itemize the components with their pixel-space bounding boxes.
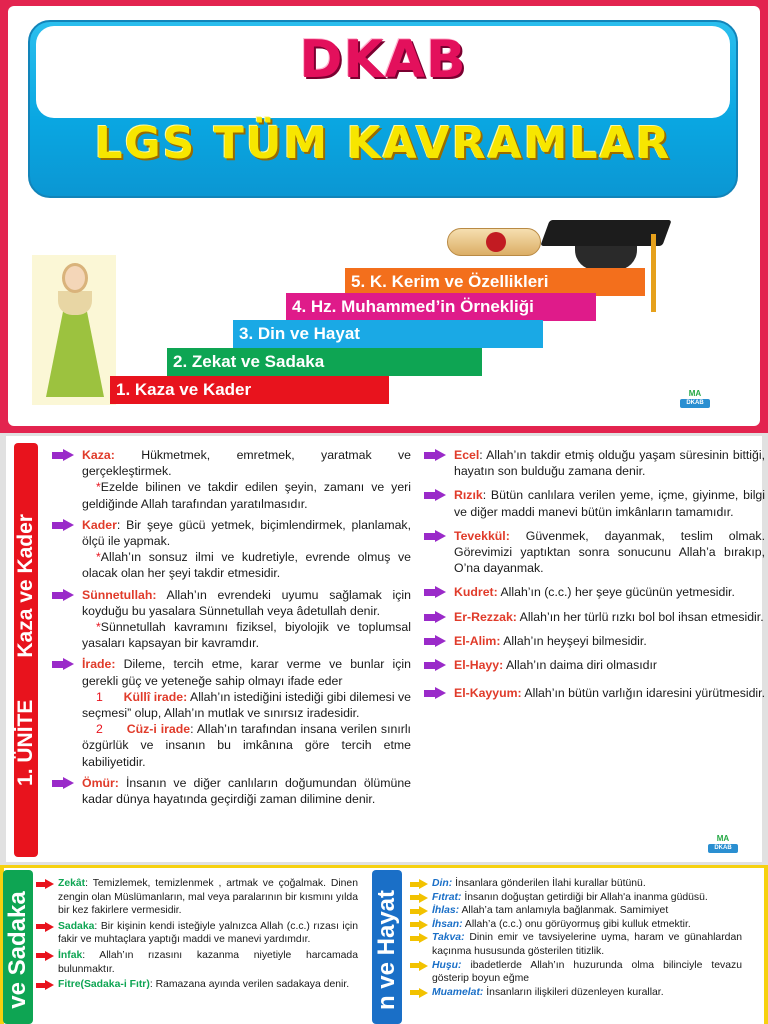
concept-muamelat — [410, 986, 742, 1000]
concept-definition: : Bütün canlılara verilen yeme, içme, giyinme, bilgi ve diğer maddi manevi bütün imkânların tamamıdır. — [454, 488, 765, 519]
concept-takva — [410, 931, 742, 958]
concept-fitrat — [410, 891, 742, 905]
concept-el-kayyum — [424, 685, 765, 701]
concept-omur — [52, 775, 411, 807]
red-arrow-icon — [36, 922, 54, 932]
purple-arrow-icon — [424, 635, 446, 648]
concept-term: Din: — [432, 878, 453, 889]
ma-dkab-logo — [678, 388, 712, 410]
concept-term: El-Kayyum: — [454, 686, 522, 701]
unit3-column — [410, 877, 742, 999]
logo-bottom-text: DKAB — [708, 844, 738, 853]
list-number: 2 — [96, 722, 103, 737]
concept-term: İhlas: — [432, 905, 460, 917]
concept-zekat — [36, 877, 358, 918]
concept-definition: İnsanlara gönderilen İlahi kurallar bütünü. — [452, 878, 646, 889]
concept-sadaka — [36, 920, 358, 947]
concept-term: Fıtrat: — [432, 891, 462, 903]
concept-term: Sadaka — [58, 920, 95, 932]
concept-term: Kader — [82, 517, 117, 532]
yellow-arrow-icon — [410, 961, 428, 971]
list-number: 1 — [96, 689, 103, 704]
concept-note: Ezelde bilinen ve takdir edilen şeyin, zamanı ve yeri geldiğinde Allah tarafından yaratılmasıdır. — [82, 480, 411, 511]
red-arrow-icon — [36, 879, 54, 889]
concept-definition: Allah’ın (c.c.) her şeye gücünün yetmesidir. — [497, 585, 735, 600]
purple-arrow-icon — [424, 489, 446, 502]
note-star: * — [96, 620, 101, 635]
concept-definition: İnsanın ve diğer canlıların doğumundan ölümüne kadar dünya hayatında geçirdiği zaman dilimine denir. — [82, 775, 411, 807]
concept-term: El-Hayy: — [454, 658, 504, 673]
concept-definition: Allah’ın daima diri olmasıdır — [503, 658, 657, 673]
unit-step-4[interactable]: 4. Hz. Muhammed’in Örnekliği — [286, 293, 596, 321]
concept-term: Huşu: — [432, 959, 462, 971]
concept-kudret — [424, 584, 765, 600]
concept-term: Er-Rezzak: — [454, 609, 517, 624]
yellow-arrow-icon — [410, 906, 428, 916]
concept-term: Muamelat: — [432, 986, 484, 998]
yellow-arrow-icon — [410, 933, 428, 943]
concept-term: İrade: — [82, 657, 116, 672]
concept-definition: Allah’ın istediğini istediği gibi dilemesi ve seçmesi” olup, Allah’ın mutlak ve sınırsız iradesidir. — [82, 689, 412, 721]
unit-step-2[interactable]: 2. Zekat ve Sadaka — [167, 348, 482, 376]
concept-irade — [52, 656, 411, 769]
unit-step-3[interactable]: 3. Din ve Hayat — [233, 320, 543, 348]
concept-definition: Allah’ın bütün varlığın idaresini yürütmesidir. — [521, 686, 765, 701]
concept-definition: : Allah’ın rızasını kazanma niyetiyle harcamada bulunmaktır. — [58, 949, 358, 975]
concept-definition: : Bir kişinin kendi isteğiyle yalnızca Allah (c.c.) rızası için fakir ve muhtaçlara yaptığı maddi ve manevi yardımdır. — [58, 920, 358, 946]
red-arrow-icon — [36, 980, 54, 990]
concept-el-alim — [424, 633, 765, 649]
concept-term: Tevekkül: — [454, 528, 510, 543]
concept-term: Rızık — [454, 488, 483, 503]
concept-kaza — [52, 447, 411, 512]
concept-definition: Allah’ın evrendeki uyumu sağlamak için koyduğu bu yasalara Sünnetullah veya âdetullah denir. — [82, 587, 411, 618]
concept-fitre — [36, 978, 358, 992]
purple-arrow-icon — [424, 611, 446, 624]
concept-note: Sünnetullah kavramını fiziksel, biyolojik ve toplumsal yasaları kapsayan bir kavramdır. — [82, 620, 411, 651]
concept-ecel — [424, 447, 765, 479]
concept-definition: : Allah’ın takdir etmiş olduğu yaşam süresinin bittiği, hayatın son bulduğu zamana denir. — [454, 448, 765, 479]
concept-definition: İnsanın doğuştan getirdiği bir Allah'a inanma güdüsü. — [461, 891, 708, 903]
logo-top-text: MA — [716, 834, 730, 843]
concept-term: Fitre(Sadaka-i Fıtr) — [58, 979, 150, 991]
seal-icon — [486, 232, 506, 252]
logo-bottom-text: DKAB — [680, 399, 710, 408]
concept-definition: Güvenmek, dayanmak, teslim olmak. Görevimizi yaptıktan sonra sonucunu Allah’a bırakıp, O’na dayanmak. — [454, 528, 765, 576]
purple-arrow-icon — [52, 519, 74, 532]
concept-definition: : Allah’ın tarafından insana verilen sınırlı özgürlük ve insanın bu imkânına göre tercih etme kabiliyetidir. — [82, 722, 411, 769]
concept-definition: : Ramazana ayında verilen sadakaya denir. — [149, 979, 350, 991]
concept-husu — [410, 959, 742, 986]
purple-arrow-icon — [52, 777, 74, 790]
purple-arrow-icon — [52, 449, 74, 462]
page-subtitle: LGS TÜM KAVRAMLAR — [94, 118, 672, 169]
purple-arrow-icon — [424, 586, 446, 599]
concept-term: Zekât — [58, 878, 86, 889]
purple-arrow-icon — [52, 589, 74, 602]
concept-definition: Dinin emir ve tavsiyelerine uyma, haram ve günahlardan kaçınma hususunda gösterilen titizlik. — [432, 932, 742, 957]
scarf-shape — [58, 291, 92, 315]
concept-definition: Dileme, tercih etme, karar verme ve bunlar için gerekli güç ve yeteneğe sahip olmayı ifade eder — [82, 657, 411, 688]
concept-definition: Allah’ın her türlü rızkı bol bol ihsan etmesidir. — [516, 609, 764, 624]
unit2-column — [36, 877, 358, 992]
concept-term: Sünnetullah: — [82, 587, 157, 602]
unit1-band-label — [14, 450, 38, 850]
concept-kader — [52, 517, 411, 582]
student-girl-illustration — [32, 255, 116, 405]
unit3-band-label: n ve Hayat — [373, 889, 400, 1011]
unit-step-5[interactable]: 5. K. Kerim ve Özellikleri — [345, 268, 645, 296]
concept-rizik — [424, 487, 765, 519]
unit-number-label: 1. ÜNİTE — [14, 699, 37, 786]
concept-infak — [36, 949, 358, 976]
concept-definition: Hükmetmek, emretmek, yaratmak ve gerçekleştirmek. — [82, 448, 411, 479]
concept-definition: Allah’ın heyşeyi bilmesidir. — [500, 633, 647, 648]
yellow-arrow-icon — [410, 988, 428, 998]
unit2-band-label: ve Sadaka — [4, 891, 31, 1009]
concept-term: Ömür: — [82, 775, 119, 790]
concept-ihsan — [410, 918, 742, 932]
ma-dkab-logo — [706, 833, 740, 855]
concept-term: İnfak — [58, 949, 83, 961]
concept-term: Takva: — [432, 932, 465, 944]
purple-arrow-icon — [52, 658, 74, 671]
note-star: * — [96, 480, 101, 495]
purple-arrow-icon — [424, 687, 446, 700]
concept-definition: : Temizlemek, temizlenmek , artmak ve çoğalmak. Dinen zengin olan Müslümanların, mal veya paralarının bir kısmını yılda bir kez fakirlere vermesidir. — [58, 878, 358, 917]
concept-el-hayy — [424, 657, 765, 673]
concept-ihlas — [410, 904, 742, 918]
purple-arrow-icon — [424, 659, 446, 672]
concept-term: Küllî irade: — [123, 689, 188, 704]
concept-term: Cüz-i irade — [126, 722, 191, 737]
concept-din — [410, 877, 742, 891]
concept-definition: Allah’a (c.c.) onu görüyormuş gibi kulluk etmektir. — [462, 918, 691, 930]
page-title: DKAB — [299, 30, 467, 90]
concept-term: Kudret: — [454, 585, 498, 600]
concept-definition: İnsanların ilişkileri düzenleyen kurallar. — [483, 986, 664, 998]
concept-term: İhsan: — [432, 918, 463, 930]
yellow-arrow-icon — [410, 893, 428, 903]
concept-definition: Allah’a tam anlamıyla bağlanmak. Samimiyet — [459, 905, 669, 917]
unit1-right-column — [424, 447, 765, 701]
concept-term: Ecel — [454, 448, 480, 462]
note-star: * — [96, 550, 101, 565]
concept-er-rezzak — [424, 609, 765, 625]
unit-step-1[interactable]: 1. Kaza ve Kader — [110, 376, 389, 404]
unit1-left-column — [52, 447, 411, 807]
red-arrow-icon — [36, 951, 54, 961]
yellow-arrow-icon — [410, 920, 428, 930]
concept-sunnetullah — [52, 587, 411, 652]
concept-term: Kaza: — [82, 448, 115, 462]
diploma-scroll-icon — [447, 228, 541, 256]
concept-term: El-Alim: — [454, 633, 501, 648]
purple-arrow-icon — [424, 530, 446, 543]
unit-title-label: Kaza ve Kader — [14, 514, 37, 658]
concept-definition: : Bir şeye gücü yetmek, biçimlendirmek, planlamak, ölçü ile yapmak. — [82, 517, 411, 549]
logo-top-text: MA — [688, 389, 702, 398]
purple-arrow-icon — [424, 449, 446, 462]
concept-definition: ibadetlerde Allah’ın huzurunda olma bilinciyle tevazu gösterip boyun eğme — [432, 959, 742, 985]
concept-tevekkul — [424, 528, 765, 577]
yellow-arrow-icon — [410, 879, 428, 889]
head-shape — [62, 263, 88, 293]
concept-note: Allah’ın sonsuz ilmi ve kudretiyle, evrende olmuş ve olacak olan her şeyi takdir etmesidir. — [82, 550, 411, 581]
cap-tassel — [651, 234, 656, 312]
